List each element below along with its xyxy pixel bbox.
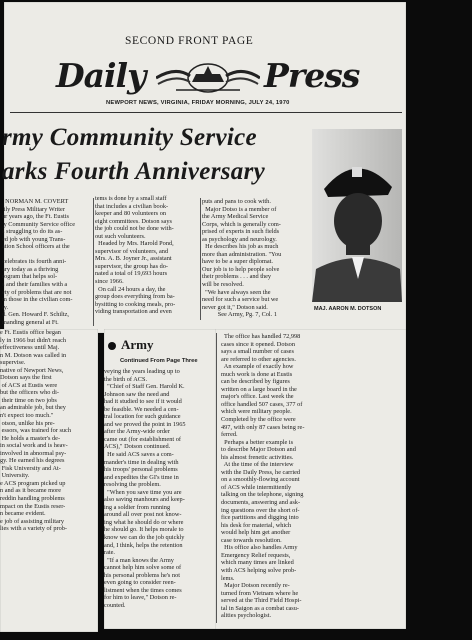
article-column-2: tems is done by a small staff that includes a civilian book- keeper and 80 volunteers on eight committees. Dotson says the job could not be done with- out such volunteers. Headed by Mrs. Harold Pond, supervisor of volunteers, and Mrs. A. B. Joyner Jr., assistant supervisor, the group has do- nated a total of 19,693 hours since 1966. On call 24 hours a day, the group does everything from ba- bysitting to cooking meals, pro- viding transportation and even [95,195,176,316]
section-label: SECOND FRONT PAGE [125,35,254,47]
column-divider [93,198,94,326]
headline-line-2: arks Fourth Anniversary [2,158,265,185]
masthead-emblem-icon [156,58,260,94]
article-column-continued: veying the years leading up to the birth of ACS. "Chief of Staff Gen. Harold K. Johnson saw the need and had it studied to see if it would be feasible. We needed a cen- tral location for such guidance and we proved the point in 1965 after the Army-wide order came out (for establishment of ACS)," Dotson continued. He said ACS saves a com- mander's time in dealing with his troops' personal problems and expedites the GI's time in resolving the problem. "When you save time you are also saving manhours and keep- ing a soldier from running around all over post not know- ing what he should do or where he should go. It helps morale to know we can do the job quickly and, I think, helps the retention rate. "If a man knows the Army cannot help him solve some of his personal problems he's not even going to consider reen- listment when the times comes for him to leave," Dotson re- counted. [104,368,186,609]
photo-caption: MAJ. AARON M. DOTSON [314,306,382,312]
masthead [56,52,360,100]
masthead-daily: Daily [56,56,146,95]
article-column-3: puts and pans to cook with. Major Dotso is a member of the Army Medical Service Corps, which is generally com- prised of experts in such fields as psychology and neurology. He describes his job as much more than administration. "You have to be a super diplomat. Our job is to help people solve their problems . . . and they will be resolved. "We have always seen the need for such a service but we never got it," Dotson said. See Army, Pg. 7, Col. 1 [202,198,282,318]
article-column-left: e Ft. Eustis office began ly in 1966 but didn't reach effectiveness until Maj. n M. Dotson was called in supervise. native of Newport News, Dotson says the first of ACS at Eustis were but the officers who di- their time on two jobs an admirable job, but they n't expect too much." otson, unlike his pre- essors, was trained for such He holds a master's de- in social work and is heav- involved in abnormal psy- gy. He earned his degrees Fisk University and At- University. e ACS program picked up n and as it became more reddin handling problems mpact on the Eustis reser- n became evident. e job of assisting military lies with a variety of prob- [0,329,71,533]
article-column-1: NORMAN M. COVERT ily Press Military Writer ur years ago, the Ft. Eustis y Community Service office s struggling to do its as- ed job with young Trans- ation School officers at the celebrates its fourth anni- ary today as a thriving rogram that helps sol- s and their families with a ety of problems that are not m those in the civilian com- ty. d. Gen. Howard F. Schiltz, manding general at Ft. [2,198,75,326]
column-divider [216,333,217,623]
portrait-photo-icon [312,129,402,302]
continued-subhead: Continued From Page Three [120,358,198,364]
headline-line-1: rmy Community Service [2,124,257,151]
bullet-icon [108,342,116,350]
continued-headline-text: Army [121,337,154,352]
continued-headline [108,337,154,353]
masthead-press: Press [264,56,360,95]
dateline: NEWPORT NEWS, VIRGINIA, FRIDAY MORNING, JULY 24, 1970 [106,100,290,106]
divider [10,112,402,113]
column-divider [200,198,201,320]
article-column-right: The office has handled 72,998 cases since it opened. Dotson says a small number of cases are referred to other agencies. An example of exactly how much work is done at Eustis can be described by figures written on a large board in the major's office. Last week the office handled 507 cases, 377 of which were military people. Completed by the office were 497, with only 87 cases being re- ferred. Perhaps a better example is to describe Major Dotson and his almost frenetic activities. At the time of the interview with the Daily Press, he carried on a smoothly-flowing account of ACS while intermittently talking on the telephone, signing documents, answering and ask- ing questions over the short of- fice partitions and digging into his desk for material, which would help him get another case towards resolution. His office also handles Army Emergency Relief requests, which many times are linked with ACS helping solve prob- lems. Major Dotson recently re- turned from Vietnam where he served at the Third Field Hospi- tal in Saigon as a combat casu- alities psychologist. [221,333,305,620]
